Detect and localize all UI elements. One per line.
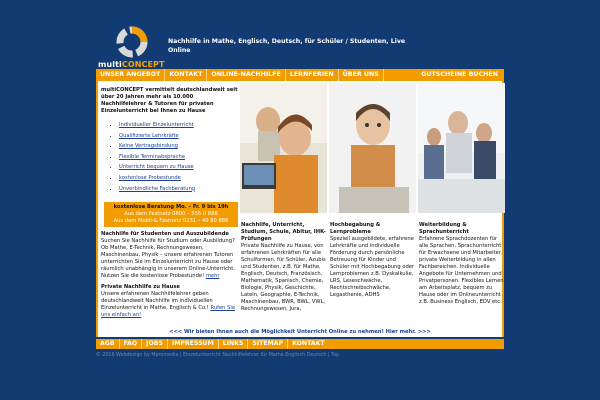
business-team-photo[interactable] — [418, 83, 505, 213]
nav-item-angebot[interactable]: UNSER ANGEBOT — [96, 69, 165, 81]
further-education-heading: Weiterbildung & Sprachunterricht — [419, 222, 469, 235]
nav-item-lernferien[interactable]: LERNFERIEN — [286, 69, 339, 81]
benefit-link[interactable]: ▪ Individueller Einzelunterricht — [119, 120, 239, 131]
footer-link-kontakt[interactable]: KONTAKT — [292, 340, 325, 347]
footer-link-impressum[interactable]: IMPRESSUM — [168, 339, 219, 349]
column-tutoring — [240, 83, 327, 313]
hotline-mobile: Aus dem Mobil-& Festnetz 0231 – 40 80 886 — [113, 218, 229, 225]
nav-item-kontakt[interactable]: KONTAKT — [165, 69, 207, 81]
students-more-link[interactable]: mehr — [205, 273, 220, 280]
header-tagline: Nachhilfe in Mathe, Englisch, Deutsch, für Schüler / Studenten, Live Online — [168, 38, 406, 54]
call-us-link[interactable]: Rufen Sie uns einfach an! — [101, 305, 236, 319]
hotline-title: kostenlose Beratung Mo. – Fr. 9 bis 19h — [113, 204, 229, 211]
intro-text: multiCONCEPT vermittelt deutschlandweit seit über 20 Jahren mehr als 10.000 Nachhilfelehrer & Tutoren für privaten Einzelunterricht bei Ihnen zu Hause — [101, 87, 238, 114]
hotline-box — [104, 202, 238, 227]
student-laptop-photo[interactable] — [240, 83, 327, 213]
further-education-text-block — [418, 222, 505, 306]
online-lesson-banner[interactable]: <<< Wir bieten Ihnen auch die Möglichkeit Unterricht Online zu nehmen! Hier mehr. >>> — [169, 329, 431, 335]
hotline-landline: Aus dem Festnetz 0800 – 555 0 888 — [124, 211, 218, 218]
footer-link-jobs[interactable]: JOBS — [142, 339, 168, 349]
benefit-link[interactable]: ▪ Unverbindliche Fachberatung — [119, 184, 239, 195]
column-further-education — [418, 83, 505, 306]
giftedness-heading: Hochbegabung & Lernprobleme — [330, 222, 381, 235]
students-heading: Nachhilfe für Studenten und Auszubildende — [101, 231, 229, 238]
tutoring-text-block — [240, 222, 327, 313]
benefit-link[interactable]: ▪ kostenlose Probestunde — [119, 173, 239, 184]
giftedness-text-block — [329, 222, 416, 299]
left-column — [101, 87, 239, 319]
benefit-link[interactable]: ▪ Unterricht bequem zu Hause — [119, 162, 239, 173]
footer-link-links[interactable]: LINKS — [219, 339, 249, 349]
brand-name: multiCONCEPT — [98, 60, 165, 69]
tutoring-heading: Nachhilfe, Unterricht, Studium, Schule, Abitur, IHK-Prüfungen — [241, 222, 326, 242]
further-education-description: Erfahrene Sprachdozenten für alle Sprachen, Sprachunterricht für Erwachsene und Mitarbeiter, private Weiterbildung in allen Fachbereichen. Individuelle Angebote für Unternehmen und Privatpersonen. Flexibles Lernen am Arbeitsplatz, bequem zu Hause oder im Onlineunterricht z.B. Business Englisch, EDV etc. — [419, 236, 504, 305]
main-content — [96, 81, 504, 337]
main-nav — [96, 69, 504, 81]
copyright-text: © 2016 Webdesign by Mpromedia | Einzelunterricht Nachhilfelehrer für Mathe Englisch Deutsch | Top — [96, 353, 340, 358]
footer-link-faq[interactable]: FAQ — [120, 339, 143, 349]
home-tutoring-text: Unsere erfahrenen Nachhilfelehrer geben deutschlandweit Nachhilfe im individuellen Einzelunterricht in Mathe, Englisch & Co.! Rufen Sie uns einfach an! — [101, 291, 236, 319]
home-tutoring-heading: Private Nachhilfe zu Hause — [101, 284, 180, 291]
nav-item-ueber-uns[interactable]: ÜBER UNS — [339, 69, 384, 81]
giftedness-description: Speziell ausgebildete, erfahrene Lehrkräfte und individuelle Förderung durch persönliche Betreuung für Kinder und Schüler mit Hochbegabung oder Lernproblemen z.B. Dyskalkulie, LRS, Leseschwäche, Rechtschreibschwäche, Legasthenie, ADHS — [330, 236, 415, 298]
students-text: Suchen Sie Nachhilfe für Studium oder Ausbildung? Ob Mathe, E-Technik, Rechnungswesen, Maschinenbau, Physik – unsere erfahrenen Tutoren unterrichten Sie im Einzelunterricht zu Hause oder räumlich unabhängig in unserem Online-Unterricht. Nutzen Sie die kostenlose Probestunde! mehr — [101, 238, 235, 280]
multiconcept-logo[interactable] — [107, 25, 157, 59]
tutoring-description: Private Nachhilfe zu Hause, von erfahrenen Lehrkräften für alle Schulformen, für Schüler, Azubis und Studenten, z.B. für Mathe, Englisch, Deutsch, Französisch, Mathematik, Spanisch, Chemie, Biologie, Physik, Geschichte, Latein, Geographie, E-Technik, Maschinenbau, BWR, BWL, VWL, Rechnungswesen, Jura, — [241, 243, 326, 312]
benefit-link[interactable]: ▪ Flexible Terminabsprache — [119, 152, 239, 163]
benefit-link[interactable]: ▪ Qualifizierte Lehrkräfte — [119, 131, 239, 142]
column-giftedness — [329, 83, 416, 299]
nav-item-gutscheine[interactable]: GUTSCHEINE BUCHEN — [421, 71, 498, 78]
benefit-link[interactable]: ▪ Keine Vertragsbindung — [119, 141, 239, 152]
boy-thinking-photo[interactable] — [329, 83, 416, 213]
nav-item-online-nachhilfe[interactable]: ONLINE-NACHHILFE — [207, 69, 285, 81]
footer-nav — [96, 339, 504, 349]
footer-link-agb[interactable]: AGB — [96, 339, 120, 349]
benefit-list — [119, 120, 239, 194]
footer-link-sitemap[interactable]: SITEMAP — [248, 339, 288, 349]
